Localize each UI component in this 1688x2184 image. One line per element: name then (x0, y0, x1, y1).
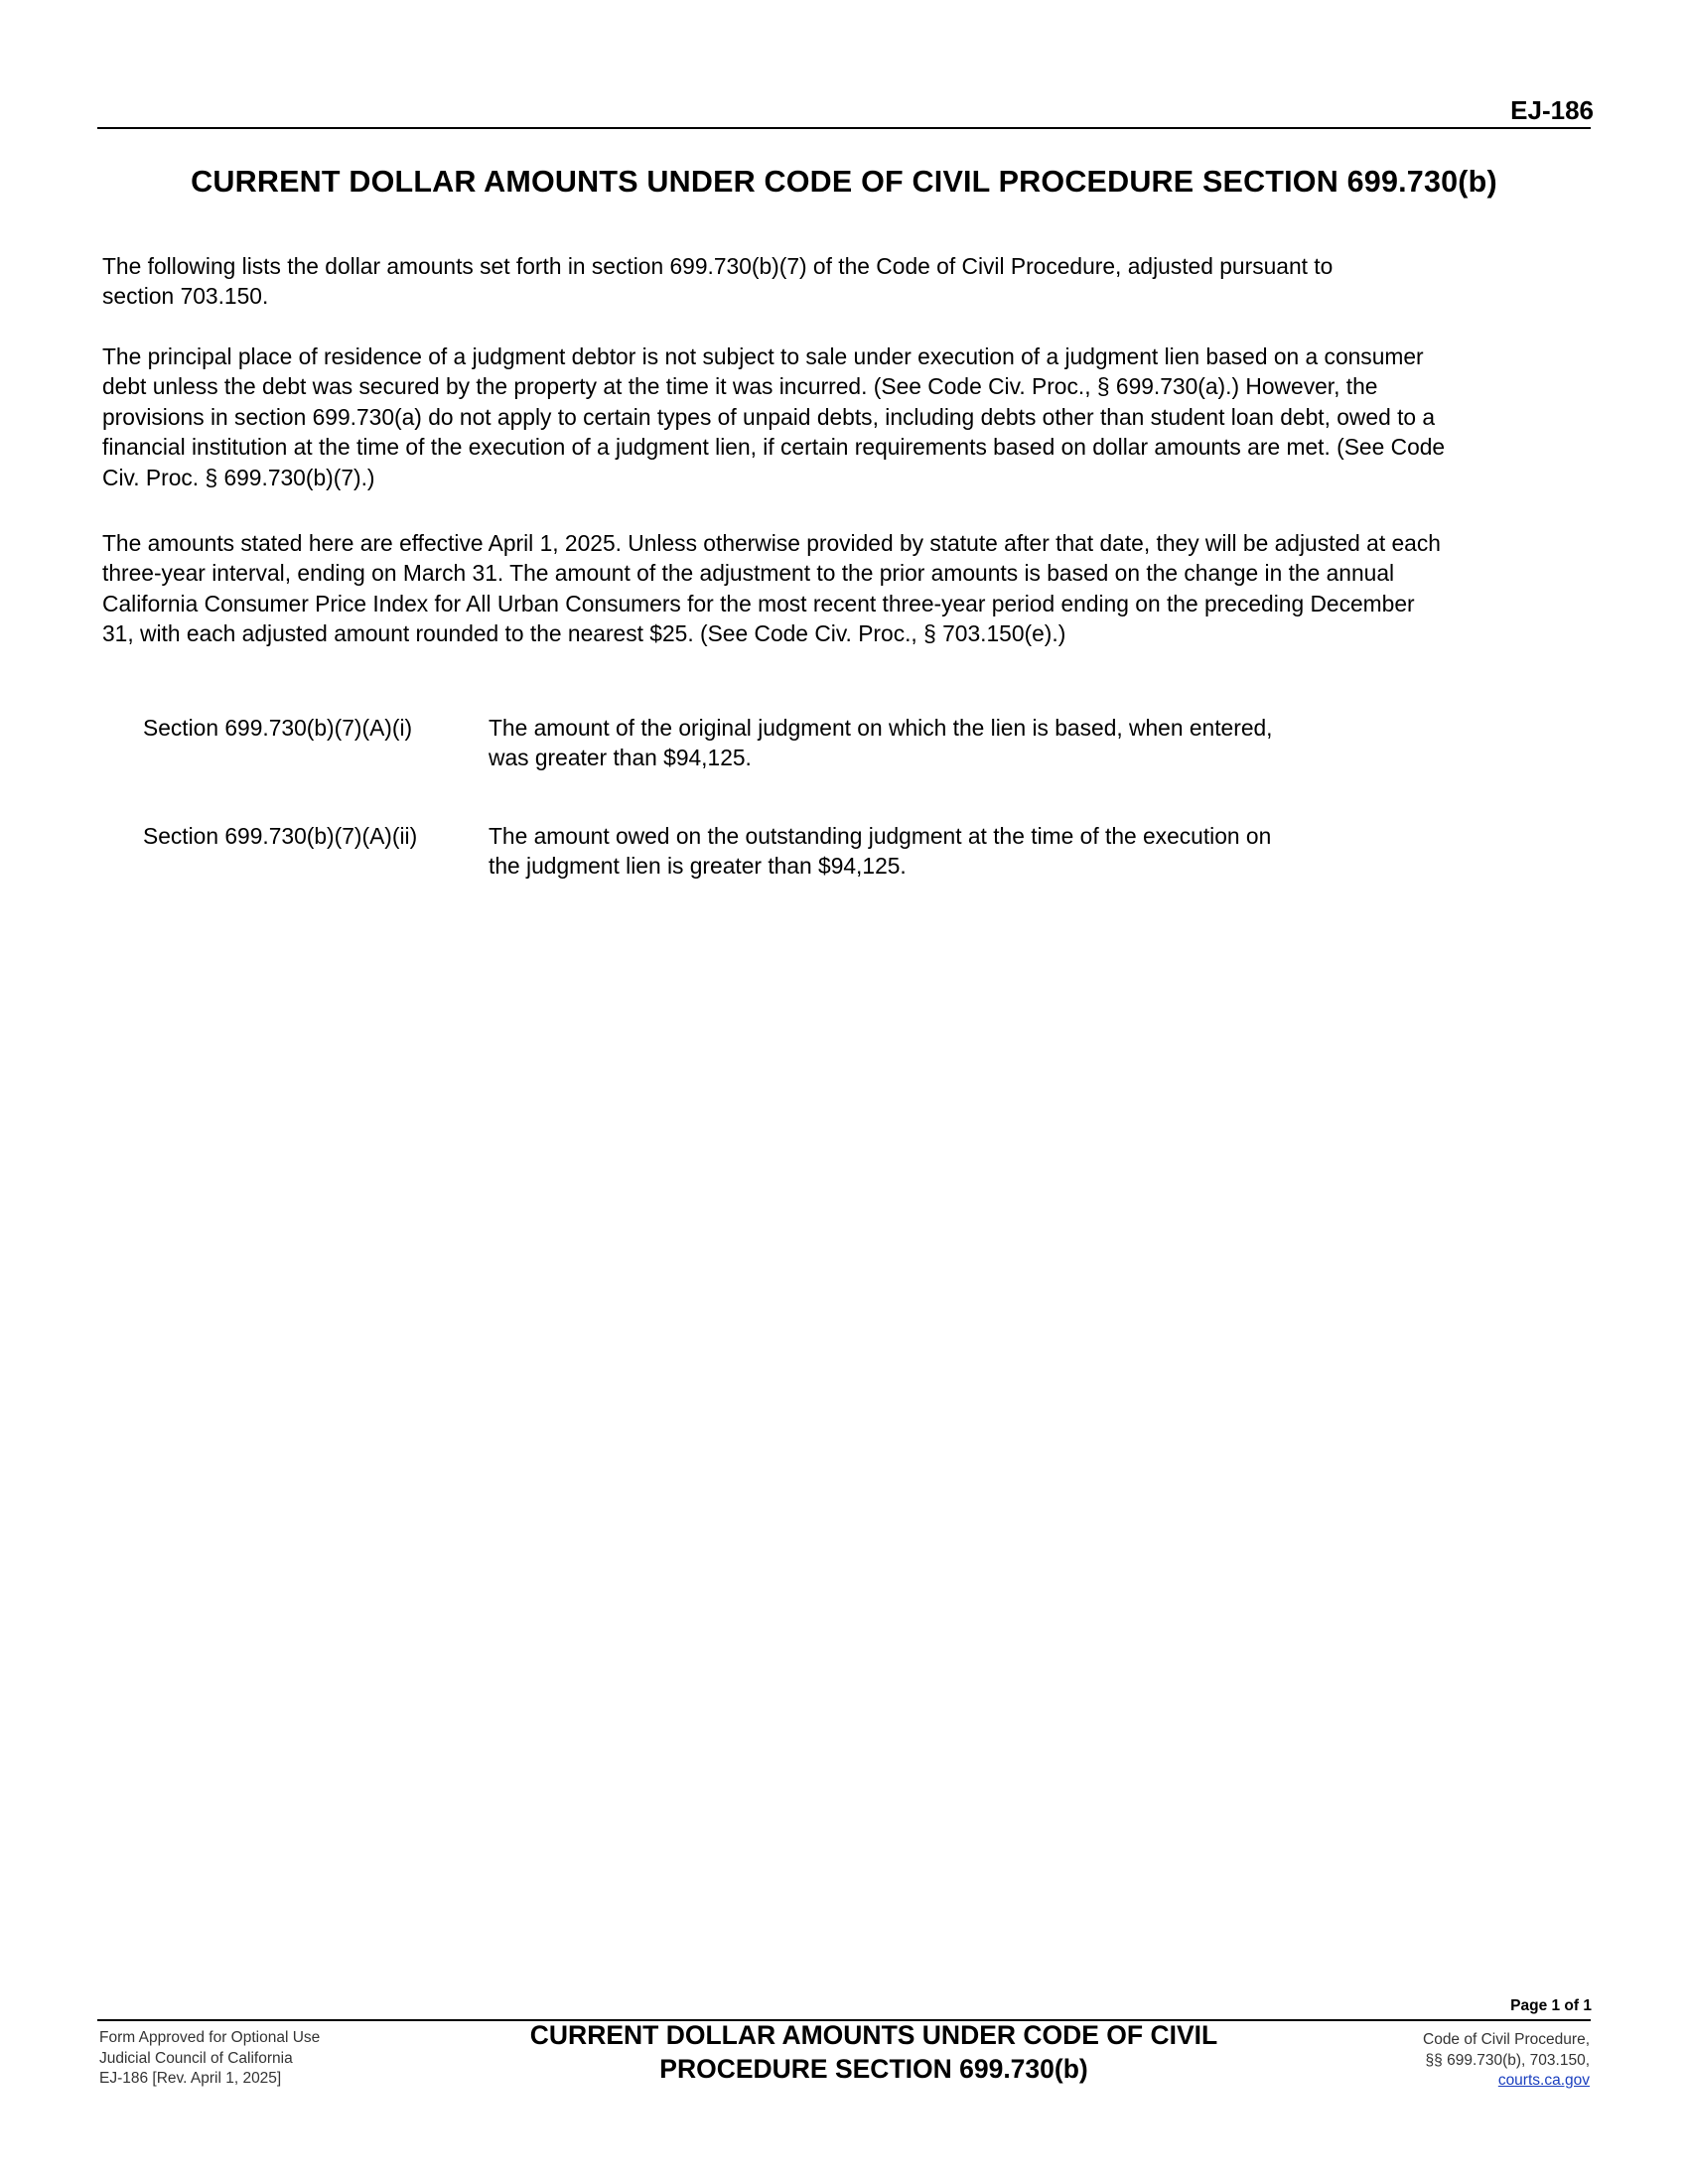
paragraph-line: provisions in section 699.730(a) do not apply to certain types of unpaid debts, including debts other than student loan debt, owed to a (102, 403, 1436, 430)
intro-paragraph (102, 251, 1592, 312)
amount-description (489, 713, 1362, 773)
residence-paragraph (102, 341, 1592, 492)
paragraph-line: debt unless the debt was secured by the property at the time it was incurred. (See Code Civ. Proc., § 699.730(a).) However, the (102, 373, 1378, 400)
amount-description (489, 821, 1362, 882)
header-divider (97, 127, 1591, 129)
paragraph-line: financial institution at the time of the execution of a judgment lien, if certain requirements based on dollar amounts are met. (See Code (102, 434, 1446, 461)
page-number: Page 1 of 1 (1510, 1997, 1592, 2014)
paragraph-line: California Consumer Price Index for All Urban Consumers for the most recent three-year period ending on the preceding December (102, 590, 1415, 616)
footer-line: Code of Civil Procedure, (1423, 2031, 1590, 2048)
amount-row-original-judgment (143, 713, 1364, 773)
effective-date-paragraph (102, 528, 1592, 649)
description-line: was greater than $94,125. (489, 745, 752, 771)
page-title: CURRENT DOLLAR AMOUNTS UNDER CODE OF CIVIL PROCEDURE SECTION 699.730(b) (191, 165, 1497, 199)
footer-form-info (99, 2028, 320, 2090)
footer-title-line: PROCEDURE SECTION 699.730(b) (659, 2054, 1088, 2084)
footer-title (496, 2018, 1251, 2086)
footer-line: Judicial Council of California (99, 2049, 293, 2067)
paragraph-line: The principal place of residence of a judgment debtor is not subject to sale under execution of a judgment lien based on a consumer (102, 343, 1424, 369)
paragraph-line: The following lists the dollar amounts set forth in section 699.730(b)(7) of the Code of Civil Procedure, adjusted pursuant to (102, 253, 1334, 279)
form-number: EJ-186 (1510, 95, 1594, 125)
paragraph-line: The amounts stated here are effective April 1, 2025. Unless otherwise provided by statute after that date, they will be adjusted at each (102, 530, 1441, 556)
paragraph-line: 31, with each adjusted amount rounded to the nearest $25. (See Code Civ. Proc., § 703.150(e).) (102, 620, 1066, 647)
amount-section-label: Section 699.730(b)(7)(A)(i) (143, 715, 413, 741)
footer-title-line: CURRENT DOLLAR AMOUNTS UNDER CODE OF CIVIL (529, 2020, 1218, 2050)
description-line: The amount owed on the outstanding judgment at the time of the execution on (489, 823, 1272, 849)
footer-citation (1423, 2030, 1590, 2092)
footer-line: Form Approved for Optional Use (99, 2029, 321, 2046)
paragraph-line: section 703.150. (102, 283, 269, 310)
description-line: the judgment lien is greater than $94,125. (489, 853, 907, 880)
description-line: The amount of the original judgment on which the lien is based, when entered, (489, 715, 1273, 741)
footer-line: §§ 699.730(b), 703.150, (1425, 2051, 1590, 2069)
footer-line: EJ-186 [Rev. April 1, 2025] (99, 2070, 282, 2087)
amount-section-label: Section 699.730(b)(7)(A)(ii) (143, 823, 418, 849)
courts-website-link[interactable]: courts.ca.gov (1497, 2072, 1590, 2089)
paragraph-line: Civ. Proc. § 699.730(b)(7).) (102, 464, 375, 490)
amount-row-outstanding-judgment (143, 821, 1364, 882)
paragraph-line: three-year interval, ending on March 31. The amount of the adjustment to the prior amounts is based on the change in the annual (102, 560, 1395, 587)
